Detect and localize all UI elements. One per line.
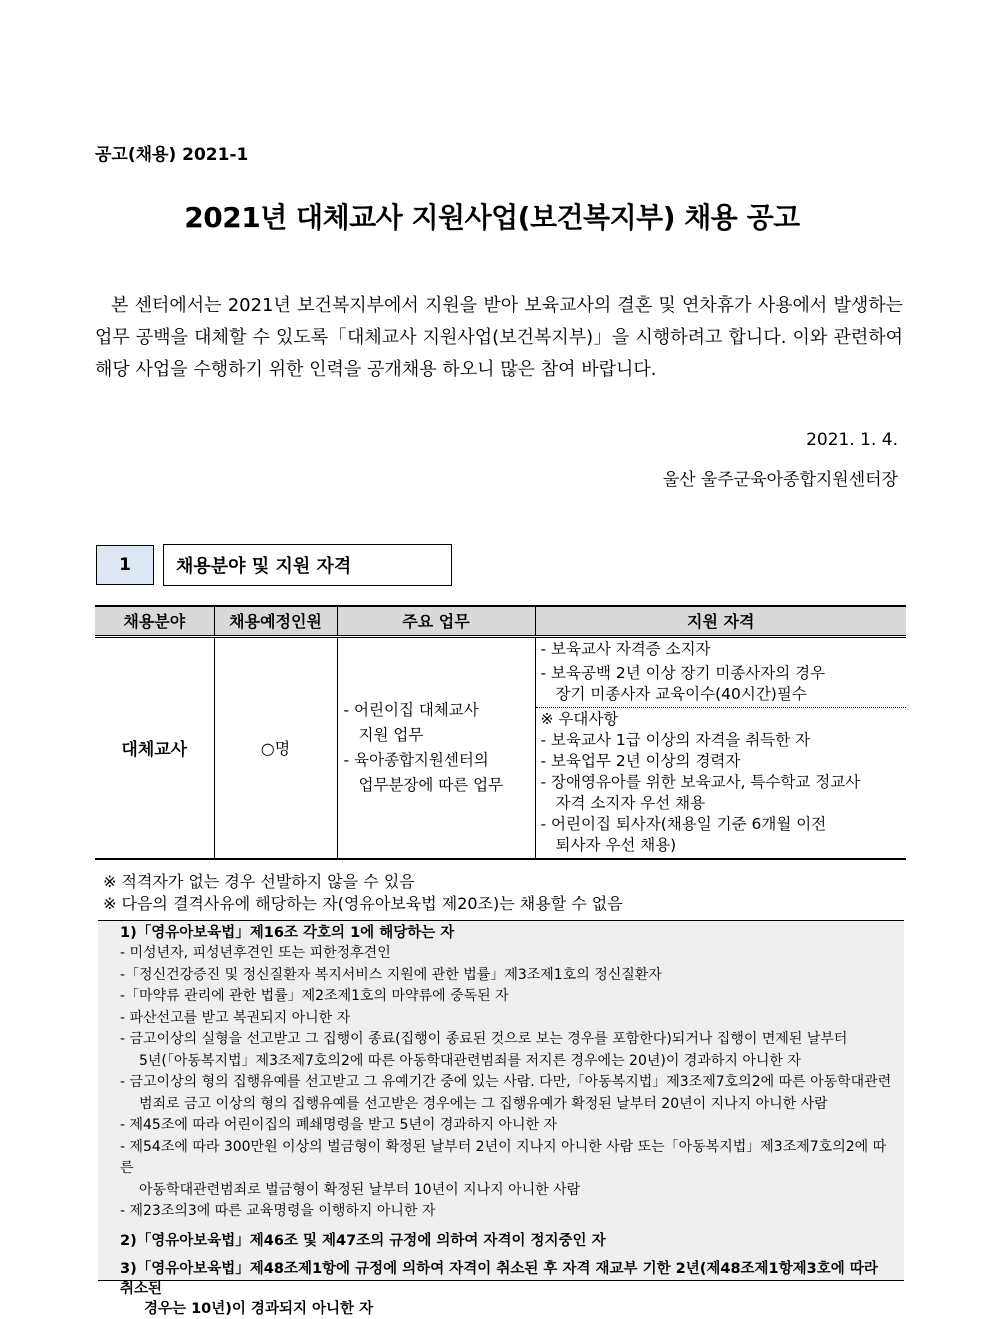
qual-line: 장기 미종사자 교육이수(40시간)필수 <box>555 684 807 703</box>
cell-count: ○명 <box>214 636 337 859</box>
cell-qualifications <box>535 636 906 859</box>
header-count: 채용예정인원 <box>214 606 337 636</box>
list-item: - 제54조에 따라 300만원 이상의 벌금형이 확정된 날부터 2년이 지나지 아니한 사람 또는「아동복지법」제3조제7호의2에 따른 <box>120 1138 887 1176</box>
qual-line: - 장애영유아를 위한 보육교사, 특수학교 정교사 <box>540 772 861 791</box>
list-item: 5년(「아동복지법」제3조제7호의2에 따른 아동학대관련범죄를 저지른 경우에는 20년)이 경과하지 아니한 자 <box>139 1052 801 1069</box>
disq-section-1-title: 1)「영유아보육법」제16조 각호의 1에 해당하는 자 <box>120 925 455 941</box>
list-item: - 제23조의3에 따른 교육명령을 이행하지 아니한 자 <box>120 1203 436 1219</box>
qual-line: ※ 우대사항 <box>540 709 619 728</box>
qual-line: - 보육공백 2년 이상 장기 미종사자의 경우 <box>540 663 826 682</box>
section-number-box: 1 <box>96 545 154 585</box>
header-field: 채용분야 <box>95 606 214 636</box>
list-item: - 금고이상의 실형을 선고받고 그 집행이 종료(집행이 종료된 것으로 보는 경우를 포함한다)되거나 집행이 면제된 날부터 <box>120 1031 848 1047</box>
qual-line: - 어린이집 퇴사자(채용일 기준 6개월 이전 <box>540 814 827 833</box>
notes <box>103 871 623 915</box>
document-number: 공고(채용) 2021-1 <box>95 145 249 165</box>
list-item: - 금고이상의 형의 집행유예를 선고받고 그 유예기간 중에 있는 사람. 다만,「아동복지법」제3조제7호의2에 따른 아동학대관련 <box>120 1074 892 1090</box>
qual-line: - 보육교사 자격증 소지자 <box>540 639 711 658</box>
note-line: ※ 적격자가 없는 경우 선발하지 않을 수 있음 <box>103 872 415 891</box>
disqualification-box <box>98 920 904 1317</box>
cell-duties <box>337 636 535 859</box>
list-item: - 파산선고를 받고 복권되지 아니한 자 <box>120 1009 351 1026</box>
page-title: 2021년 대체교사 지원사업(보건복지부) 채용 공고 <box>184 201 800 234</box>
qual-line: - 보육업무 2년 이상의 경력자 <box>540 751 741 770</box>
list-item: 아동학대관련범죄로 벌금형이 확정된 날부터 10년이 지나지 아니한 사람 <box>139 1181 581 1198</box>
disq-section-3-title: 3)「영유아보육법」제48조제1항에 규정에 의하여 자격이 취소된 후 자격 재교부 기한 2년(제48조제1항제3호에 따라 취소된 <box>120 1260 878 1297</box>
qual-line: - 보육교사 1급 이상의 자격을 취득한 자 <box>540 730 811 749</box>
duty-line: 지원 업무 <box>358 725 424 744</box>
preferred-qualifications <box>536 707 907 858</box>
duty-line: 업무분장에 따른 업무 <box>358 775 504 794</box>
list-item: 범죄로 금고 이상의 형의 집행유예를 선고받은 경우에는 그 집행유예가 확정된 날부터 20년이 지나지 아니한 사람 <box>139 1095 828 1112</box>
intro-text: 본 센터에서는 2021년 보건복지부에서 지원을 받아 보육교사의 결혼 및 연차휴가 사용에서 발생하는 업무 공백을 대체할 수 있도록「대체교사 지원사업(보건복지부)」을 시행하려고 합니다. 이와 관련하여 해당 사업을 수행하기 위한 인력을 공개채용 하오니 많은 참여 바랍니다. <box>95 295 903 380</box>
qual-line: 자격 소지자 우선 채용 <box>555 793 706 812</box>
issuer-name: 울산 울주군육아종합지원센터장 <box>662 470 898 490</box>
list-item: - 미성년자, 피성년후견인 또는 피한정후견인 <box>120 945 391 961</box>
header-qualifications: 지원 자격 <box>535 606 906 636</box>
table-row <box>95 636 906 859</box>
required-qualifications <box>536 638 907 707</box>
section-title: 채용분야 및 지원 자격 <box>163 544 452 586</box>
recruitment-table <box>95 605 906 860</box>
cell-field: 대체교사 <box>121 740 188 760</box>
list-item: -「마약류 관리에 관한 법률」제2조제1호의 마약류에 중독된 자 <box>120 988 509 1004</box>
disq-section-3-continuation: 경우는 10년)이 경과되지 아니한 자 <box>144 1300 374 1317</box>
qual-line: 퇴사자 우선 채용) <box>555 835 677 854</box>
duty-line: - 어린이집 대체교사 <box>343 700 479 719</box>
disq-section-2-title: 2)「영유아보육법」제46조 및 제47조의 규정에 의하여 자격이 정지중인 자 <box>120 1232 606 1249</box>
announcement-date: 2021. 1. 4. <box>806 430 898 450</box>
list-item: -「정신건강증진 및 정신질환자 복지서비스 지원에 관한 법률」제3조제1호의 정신질환자 <box>120 966 662 983</box>
table-header-row <box>95 606 906 636</box>
intro-paragraph <box>95 290 903 386</box>
list-item: - 제45조에 따라 어린이집의 폐쇄명령을 받고 5년이 경과하지 아니한 자 <box>120 1117 557 1133</box>
note-line: ※ 다음의 결격사유에 해당하는 자(영유아보육법 제20조)는 채용할 수 없음 <box>103 894 623 913</box>
header-duties: 주요 업무 <box>337 606 535 636</box>
duty-line: - 육아종합지원센터의 <box>343 750 489 769</box>
